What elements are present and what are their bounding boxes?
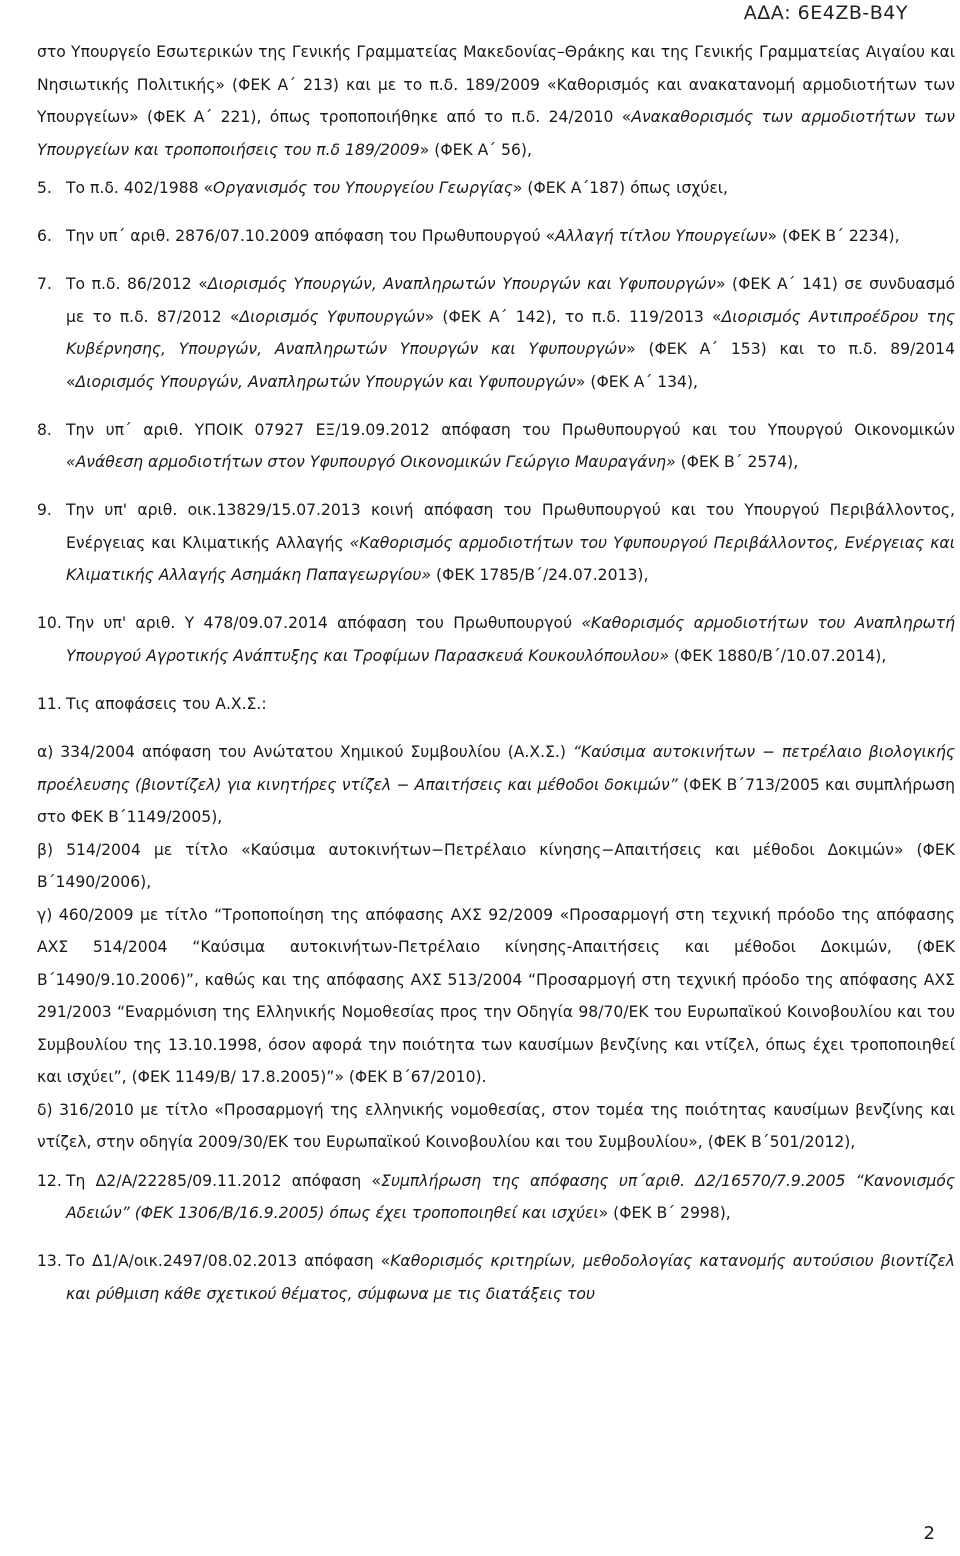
intro-text-italic: Ανακαθορισμός των αρμοδιοτήτων των Υπουργείων και τροποποιήσεις του π.δ 189/2009 (37, 108, 955, 159)
item-text-italic: Συμπλήρωση της απόφασης υπ΄αριθ. Δ2/16570/7.9.2005 “Κανονισμός Αδειών” (ΦΕΚ 1306/Β/16.9.2005) όπως έχει τροποποιηθεί και ισχύει (66, 1171, 955, 1223)
list-item-8 (37, 414, 955, 479)
item-text: Την υπ' αριθ. οικ.13829/15.07.2013 κοινή απόφαση του Πρωθυπουργού και του Υπουργού Περιβάλλοντος, Ενέργειας και Κλιματικής Αλλαγής (66, 501, 955, 552)
item-text: » (ΦΕΚ Α΄187) όπως ισχύει, (512, 179, 729, 197)
item-text: Το π.δ. 86/2012 « (66, 275, 208, 294)
item-number: 10. (37, 614, 62, 633)
item-text: (ΦΕΚ 1880/Β΄/10.07.2014), (668, 646, 887, 665)
intro-paragraph (37, 36, 955, 166)
ada-code: ΑΔΑ: 6Ε4ΖΒ-Β4Υ (743, 2, 908, 24)
item-text-italic: Διορισμός Υπουργών, Αναπληρωτών Υπουργών και Υφυπουργών (75, 372, 576, 391)
item-text: » (ΦΕΚ Α΄ 153) και το π.δ. 89/2014 « (66, 340, 955, 391)
item-text-italic: Αλλαγή τίτλου Υπουργείων (555, 227, 768, 246)
item-number: 7. (37, 275, 52, 294)
intro-text-1: στο Υπουργείο Εσωτερικών της Γενικής Γραμματείας Μακεδονίας–Θράκης και της Γενικής Γραμματείας Αιγαίου και Νησιωτικής Πολιτικής» (ΦΕΚ Α΄ 213) και με το π.δ. 189/2009 «Καθορισμός και ανακατανομή αρμοδιοτήτων των Υπουργείων» (ΦΕΚ Α΄ 221), όπως τροποποιήθηκε από το π.δ. 24/2010 « (37, 43, 955, 126)
list-item-6 (37, 220, 955, 253)
item-text-italic: Καθορισμός κριτηρίων, μεθοδολογίας κατανομής αυτούσιου βιοντίζελ και ρύθμιση κάθε σχετικού θέματος, σύμφωνα με τις διατάξεις του (66, 1252, 955, 1303)
item-text-italic: «Καθορισμός αρμοδιοτήτων του Υφυπουργού Περιβάλλοντος, Ενέργειας και Κλιματικής Αλλαγής Ασημάκη Παπαγεωργίου» (66, 533, 955, 585)
list-item-10 (37, 607, 955, 672)
list-item-9 (37, 494, 955, 592)
item-text: Τη Δ2/Α/22285/09.11.2012 απόφαση « (66, 1171, 382, 1190)
item-text: » (ΦΕΚ Β΄ 2234), (767, 227, 900, 246)
sub-item-text: β) 514/2004 με τίτλο «Καύσιμα αυτοκινήτων−Πετρέλαιο κίνησης−Απαιτήσεις και μέθοδοι Δοκιμών» (ΦΕΚ Β΄1490/2006), (37, 840, 955, 892)
item-text-italic: Διορισμός Αντιπροέδρου της Κυβέρνησης, Υπουργών, Αναπληρωτών Υπουργών και Υφυπουργών (66, 307, 955, 359)
list-item-5 (37, 172, 955, 205)
list-item-12 (37, 1165, 955, 1230)
item-text: Την υπ' αριθ. Υ 478/09.07.2014 απόφαση του Πρωθυπουργού (66, 614, 582, 633)
sub-item-d (37, 1094, 955, 1159)
sub-item-a (37, 736, 955, 834)
item-text: (ΦΕΚ 1785/Β΄/24.07.2013), (431, 566, 649, 585)
item-number: 5. (37, 179, 52, 197)
item-text: » (ΦΕΚ Β΄ 2998), (598, 1204, 731, 1223)
item-text-italic: «Ανάθεση αρμοδιοτήτων στον Υφυπουργό Οικονομικών Γεώργιο Μαυραγάνη» (66, 453, 676, 472)
item-text: Την υπ΄ αριθ. ΥΠΟΙΚ 07927 ΕΞ/19.09.2012 απόφαση του Πρωθυπουργού και του Υπουργού Οικονομικών (66, 420, 955, 439)
item-number: 11. (37, 695, 62, 714)
intro-text-3: » (ΦΕΚ Α΄ 56), (419, 140, 532, 159)
item-text: Τις αποφάσεις του Α.Χ.Σ.: (66, 695, 267, 714)
sub-item-text-italic: “Καύσιμα αυτοκινήτων − πετρέλαιο βιολογικής προέλευσης (βιοντίζελ) για κινητήρες ντίζελ − Απαιτήσεις και μέθοδοι δοκιμών” (37, 743, 955, 794)
item-text: (ΦΕΚ Β΄ 2574), (675, 453, 799, 472)
item-text-italic: Οργανισμός του Υπουργείου Γεωργίας (213, 179, 513, 197)
item-text: Το π.δ. 402/1988 « (66, 179, 214, 197)
sub-item-g (37, 899, 955, 1094)
item-text: Το Δ1/Α/οικ.2497/08.02.2013 απόφαση « (66, 1252, 391, 1271)
item-number: 13. (37, 1252, 62, 1271)
item-text: » (ΦΕΚ Α΄ 141) σε συνδυασμό με το π.δ. 87/2012 « (66, 275, 955, 326)
item-text: Την υπ΄ αριθ. 2876/07.10.2009 απόφαση του Πρωθυπουργού « (66, 227, 556, 246)
sub-item-text: α) 334/2004 απόφαση του Ανώτατου Χημικού Συμβουλίου (Α.Χ.Σ.) (37, 743, 573, 762)
item-text-italic: Διορισμός Υπουργών, Αναπληρωτών Υπουργών και Υφυπουργών (207, 275, 716, 294)
item-text-italic: Διορισμός Υφυπουργών (239, 307, 425, 326)
sub-item-text: (ΦΕΚ Β΄713/2005 και συμπλήρωση στο ΦΕΚ Β΄1149/2005), (37, 775, 955, 827)
item-number: 8. (37, 420, 52, 439)
item-number: 12. (37, 1171, 62, 1190)
item-text: » (ΦΕΚ Α΄ 142), το π.δ. 119/2013 « (424, 307, 722, 326)
document-body (37, 36, 955, 1326)
page-number: 2 (923, 1523, 935, 1544)
sub-item-text: δ) 316/2010 με τίτλο «Προσαρμογή της ελληνικής νομοθεσίας, στον τομέα της ποιότητας καυσίμων βενζίνης και ντίζελ, στην οδηγία 2009/30/ΕΚ του Ευρωπαϊκού Κοινοβουλίου και του Συμβουλίου», (ΦΕΚ Β΄501/2012), (37, 1100, 955, 1152)
sub-item-text: γ) 460/2009 με τίτλο “Τροποποίηση της απόφασης ΑΧΣ 92/2009 «Προσαρμογή στη τεχνική πρόοδο της απόφασης ΑΧΣ 514/2004 “Καύσιμα αυτοκινήτων-Πετρέλαιο κίνησης-Απαιτήσεις και μέθοδοι Δοκιμών, (ΦΕΚ Β΄1490/9.10.2006)”, καθώς και της απόφασης ΑΧΣ 513/2004 “Προσαρμογή στη τεχνική πρόοδο της απόφασης ΑΧΣ 291/2003 “Εναρμόνιση της Ελληνικής Νομοθεσίας προς την Οδηγία 98/70/ΕΚ του Ευρωπαϊκού Κοινοβουλίου και του Συμβουλίου της 13.10.1998, όσον αφορά την ποιότητα των καυσίμων βενζίνης και ντίζελ, όπως έχει τροποποιηθεί και ισχύει”, (ΦΕΚ 1149/Β/ 17.8.2005)”» (ΦΕΚ Β΄67/2010). (37, 905, 955, 1087)
sub-item-b (37, 834, 955, 899)
item-number: 6. (37, 227, 52, 246)
item-number: 9. (37, 501, 52, 520)
item-text: » (ΦΕΚ Α΄ 134), (575, 372, 699, 391)
item-text-italic: «Καθορισμός αρμοδιοτήτων του Αναπληρωτή Υπουργού Αγροτικής Ανάπτυξης και Τροφίμων Παρασκευά Κουκουλόπουλου» (66, 614, 955, 665)
list-item-7 (37, 268, 955, 398)
list-item-13 (37, 1245, 955, 1310)
list-item-11 (37, 688, 955, 721)
